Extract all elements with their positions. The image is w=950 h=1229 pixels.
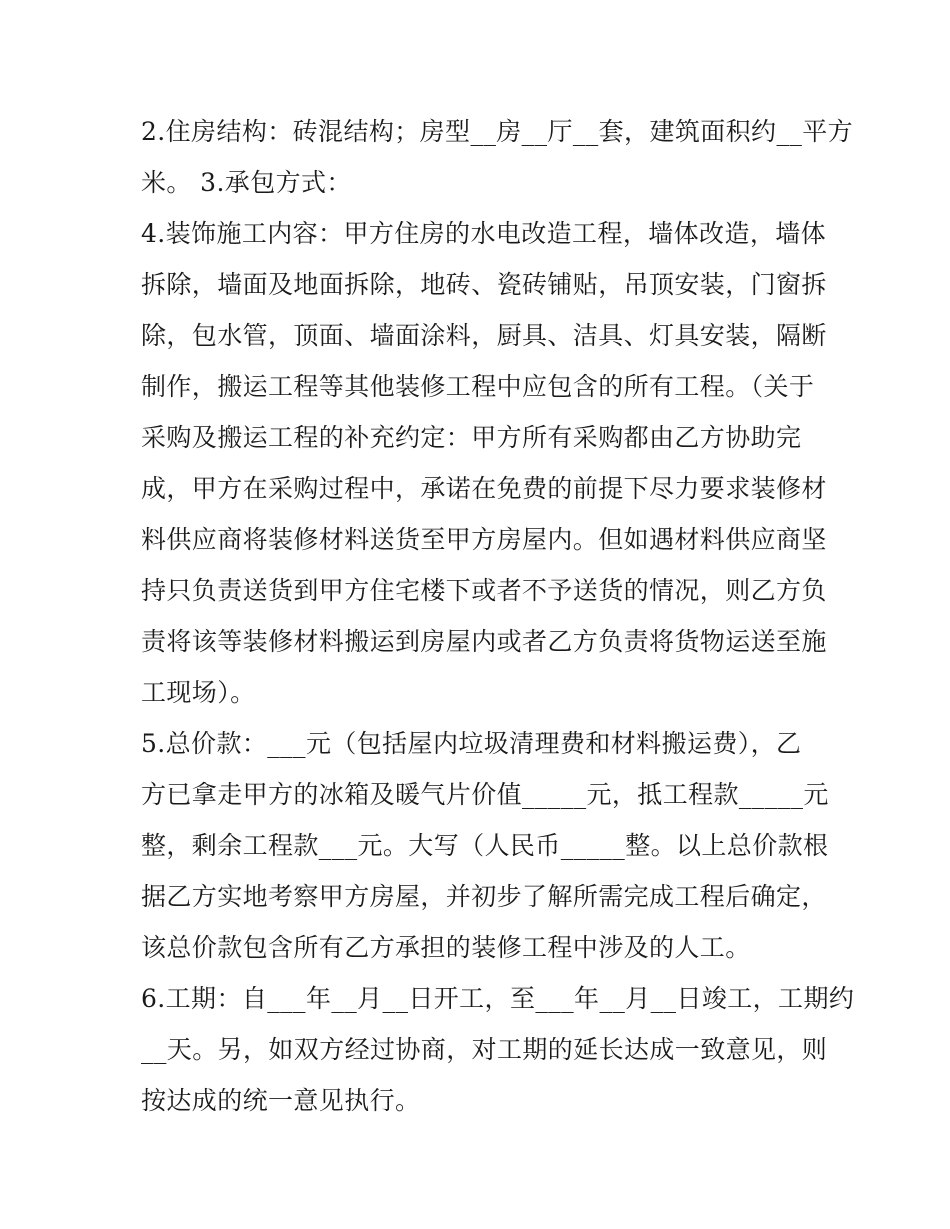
text-line: 成，甲方在采购过程中，承诺在免费的前提下尽力要求装修材 [141, 474, 827, 503]
text-line: 制作，搬运工程等其他装修工程中应包含的所有工程。（关于 [141, 372, 815, 401]
text-line: 除，包水管，顶面、墙面涂料，厨具、洁具、灯具安装，隔断 [141, 321, 827, 350]
text-line: 料供应商将装修材料送货至甲方房屋内。但如遇材料供应商坚 [141, 525, 827, 554]
text-line: 拆除，墙面及地面拆除，地砖、瓷砖铺贴，吊顶安装，门窗拆 [141, 270, 827, 299]
text-line: 4.装饰施工内容：甲方住房的水电改造工程，墙体改造，墙体 [141, 219, 827, 248]
text-line: 方已拿走甲方的冰箱及暖气片价值_____元，抵工程款_____元 [141, 780, 829, 809]
text-line: 按达成的统一意见执行。 [141, 1086, 421, 1115]
text-line: 持只负责送货到甲方住宅楼下或者不予送货的情况，则乙方负 [141, 576, 827, 605]
text-line: 5.总价款：___元（包括屋内垃圾清理费和材料搬运费），乙 [141, 729, 802, 758]
text-line: 工现场）。 [141, 678, 256, 707]
text-line: 6.工期：自___年__月__日开工，至___年__月__日竣工，工期约 [141, 984, 855, 1013]
text-line: 整，剩余工程款___元。大写（人民币_____整。以上总价款根 [141, 831, 829, 860]
text-line: 据乙方实地考察甲方房屋，并初步了解所需完成工程后确定， [141, 882, 827, 911]
text-line: 米。 3.承包方式： [141, 168, 352, 197]
text-line: 责将该等装修材料搬运到房屋内或者乙方负责将货物运送至施 [141, 627, 827, 656]
document-body [141, 106, 855, 1126]
text-line: 采购及搬运工程的补充约定：甲方所有采购都由乙方协助完 [141, 423, 802, 452]
text-line: 该总价款包含所有乙方承担的装修工程中涉及的人工。 [141, 933, 751, 962]
text-line: 2.住房结构：砖混结构；房型__房__厅__套，建筑面积约__平方 [141, 117, 854, 146]
text-line: __天。另，如双方经过协商，对工期的延长达成一致意见，则 [141, 1035, 828, 1064]
